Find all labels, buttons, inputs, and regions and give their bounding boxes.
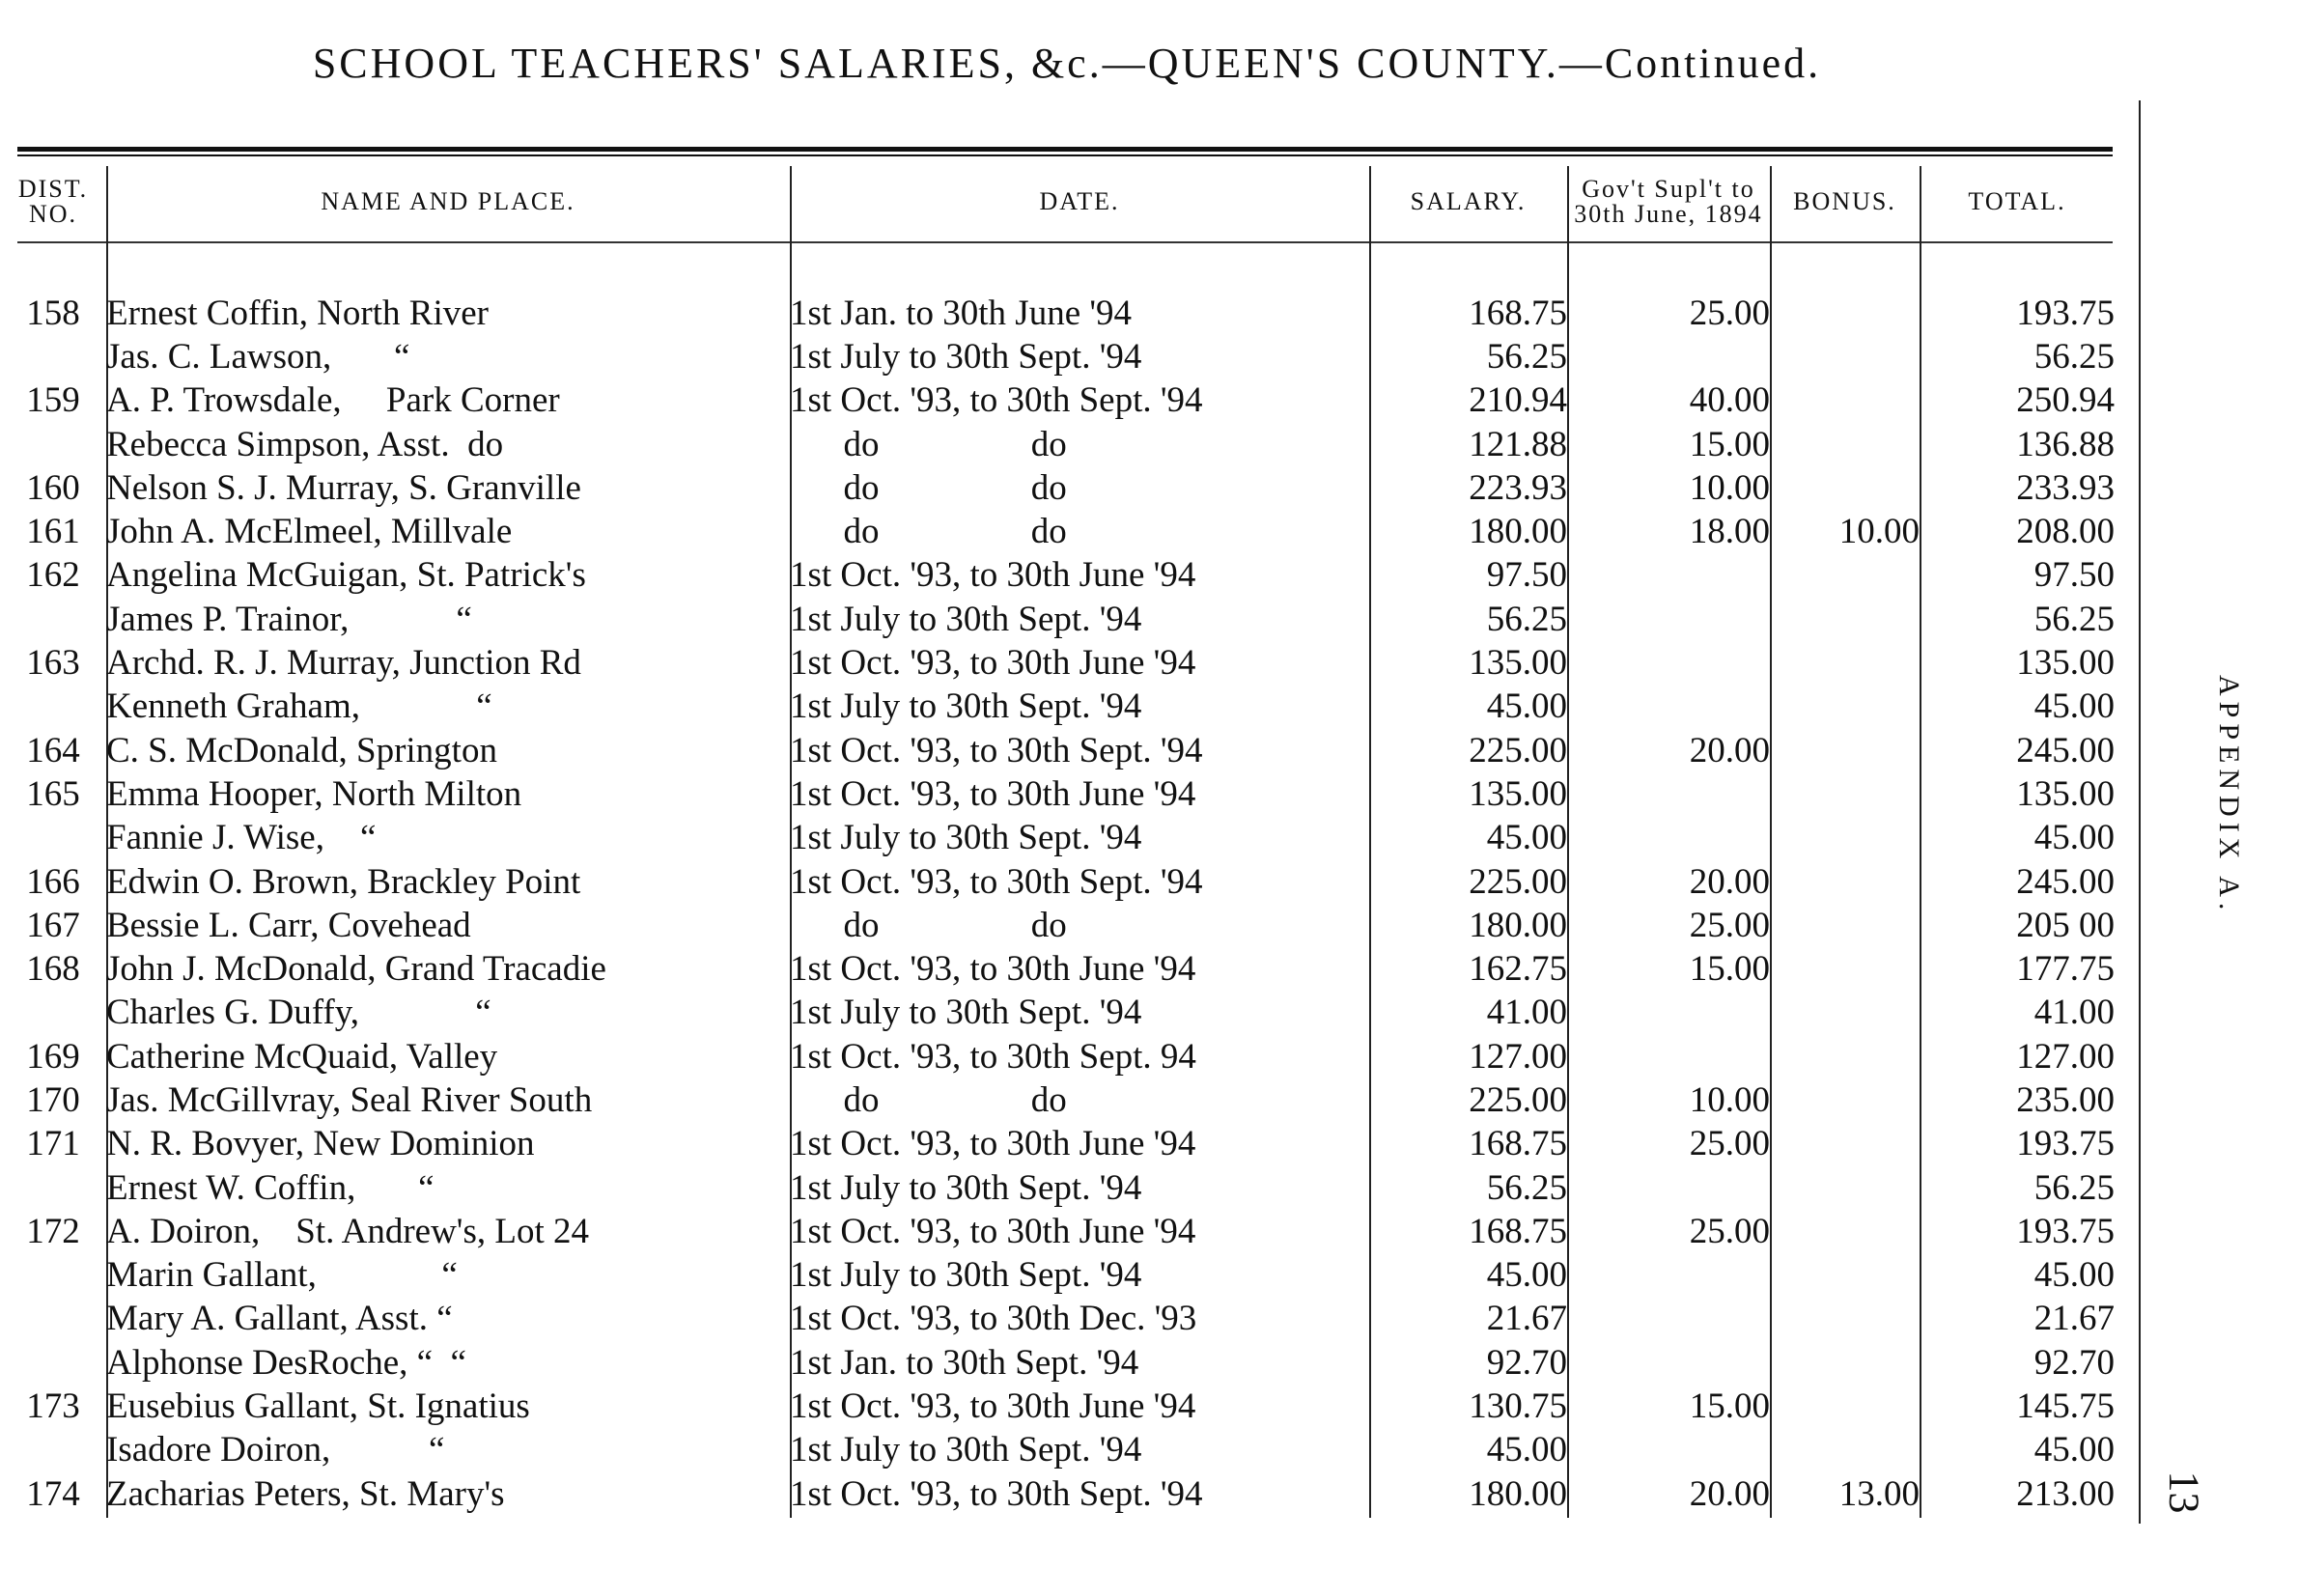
row-date: 1st July to 30th Sept. '94: [790, 686, 1142, 727]
row-name-place: Angelina McGuigan, St. Patrick's: [106, 555, 586, 596]
row-total: 41.00: [2033, 993, 2115, 1033]
row-dist-no: 170: [26, 1079, 80, 1120]
row-date: 1st Oct. '93, to 30th Sept. 94: [790, 1036, 1196, 1077]
table-row: [0, 466, 2115, 510]
row-bonus: [1770, 466, 1920, 510]
row-govt-supplement: [1567, 817, 1770, 860]
row-dist-no: 161: [26, 512, 80, 552]
row-dist-no: 162: [26, 555, 80, 596]
row-dist-no: 173: [26, 1386, 80, 1427]
table-row: [0, 423, 2115, 466]
table-row: [0, 1123, 2115, 1166]
row-date: 1st July to 30th Sept. '94: [790, 993, 1142, 1033]
table-row: [0, 1298, 2115, 1341]
row-total: 56.25: [2033, 1167, 2115, 1208]
row-dist-no: [0, 335, 106, 378]
table-row: [0, 641, 2115, 685]
row-bonus: [1770, 641, 1920, 685]
row-govt-supplement: [1567, 1254, 1770, 1298]
table-row: [0, 1472, 2115, 1516]
row-salary: 168.75: [1469, 293, 1567, 333]
table-row: [0, 992, 2115, 1035]
row-name-place: Catherine McQuaid, Valley: [106, 1036, 498, 1077]
table-row: [0, 554, 2115, 598]
table-row: [0, 1035, 2115, 1078]
row-date: do do: [790, 905, 1067, 945]
row-govt-supplement: [1567, 686, 1770, 729]
row-total: 213.00: [2016, 1473, 2115, 1514]
row-govt-supplement: 15.00: [1689, 424, 1770, 464]
row-govt-supplement: 15.00: [1689, 949, 1770, 990]
header-salary: SALARY.: [1410, 186, 1527, 215]
row-govt-supplement: 20.00: [1689, 1473, 1770, 1514]
row-govt-supplement: 25.00: [1689, 1211, 1770, 1251]
row-salary: 135.00: [1469, 643, 1567, 684]
row-salary: 41.00: [1486, 993, 1567, 1033]
row-bonus: [1770, 686, 1920, 729]
header-dist-no: DIST. NO.: [17, 174, 89, 228]
header-name-place: NAME AND PLACE.: [321, 186, 575, 215]
row-date: 1st Jan. to 30th Sept. '94: [790, 1342, 1139, 1383]
row-govt-supplement: [1567, 1298, 1770, 1341]
row-govt-supplement: 25.00: [1689, 293, 1770, 333]
row-govt-supplement: [1567, 1429, 1770, 1472]
table-row: [0, 292, 2115, 335]
row-name-place: John A. McElmeel, Millvale: [106, 512, 513, 552]
row-bonus: [1770, 423, 1920, 466]
row-govt-supplement: 40.00: [1689, 380, 1770, 421]
row-dist-no: 163: [26, 643, 80, 684]
row-name-place: Kenneth Graham, “: [106, 686, 492, 727]
row-salary: 56.25: [1486, 599, 1567, 639]
row-total: 127.00: [2016, 1036, 2115, 1077]
row-bonus: [1770, 1341, 1920, 1385]
row-name-place: Alphonse DesRoche, “ “: [106, 1342, 466, 1383]
row-salary: 21.67: [1486, 1299, 1567, 1339]
row-bonus: [1770, 554, 1920, 598]
row-total: 245.00: [2016, 730, 2115, 770]
table-row: [0, 860, 2115, 904]
row-name-place: A. Doiron, St. Andrew's, Lot 24: [106, 1211, 589, 1251]
row-govt-supplement: [1567, 772, 1770, 816]
row-date: 1st Oct. '93, to 30th June '94: [790, 949, 1196, 990]
row-bonus: [1770, 1429, 1920, 1472]
row-salary: 92.70: [1486, 1342, 1567, 1383]
table-row: [0, 686, 2115, 729]
table-row: [0, 947, 2115, 991]
row-dist-no: 158: [26, 293, 80, 333]
row-salary: 168.75: [1469, 1211, 1567, 1251]
row-total: 193.75: [2016, 1124, 2115, 1164]
row-total: 136.88: [2016, 424, 2115, 464]
table-row: [0, 817, 2115, 860]
row-name-place: Edwin O. Brown, Brackley Point: [106, 861, 581, 902]
row-salary: 130.75: [1469, 1386, 1567, 1427]
row-dist-no: 169: [26, 1036, 80, 1077]
row-govt-supplement: 10.00: [1689, 1079, 1770, 1120]
row-salary: 97.50: [1486, 555, 1567, 596]
row-dist-no: [0, 992, 106, 1035]
row-date: 1st Oct. '93, to 30th June '94: [790, 555, 1196, 596]
row-date: 1st July to 30th Sept. '94: [790, 336, 1142, 377]
row-total: 45.00: [2033, 686, 2115, 727]
row-total: 135.00: [2016, 643, 2115, 684]
row-bonus: [1770, 1254, 1920, 1298]
row-date: 1st Oct. '93, to 30th Sept. '94: [790, 730, 1203, 770]
row-name-place: Mary A. Gallant, Asst. “: [106, 1299, 453, 1339]
row-date: do do: [790, 1079, 1067, 1120]
row-name-place: Zacharias Peters, St. Mary's: [106, 1473, 505, 1514]
page-right-rule: [2139, 100, 2141, 1524]
row-dist-no: 172: [26, 1211, 80, 1251]
row-bonus: [1770, 292, 1920, 335]
spacer-row: [0, 243, 2115, 292]
row-dist-no: 165: [26, 773, 80, 814]
header-bonus: BONUS.: [1793, 186, 1896, 215]
row-bonus: [1770, 817, 1920, 860]
page-title: SCHOOL TEACHERS' SALARIES, &c.—QUEEN'S COUNTY.—Continued.: [312, 40, 1822, 87]
table-row: [0, 510, 2115, 553]
row-dist-no: [0, 1429, 106, 1472]
row-salary: 45.00: [1486, 818, 1567, 858]
row-bonus: [1770, 1035, 1920, 1078]
row-date: 1st Oct. '93, to 30th Sept. '94: [790, 1473, 1203, 1514]
row-bonus: 10.00: [1838, 512, 1920, 552]
row-date: 1st Oct. '93, to 30th June '94: [790, 1386, 1196, 1427]
row-dist-no: [0, 686, 106, 729]
row-total: 45.00: [2033, 1430, 2115, 1470]
row-name-place: Eusebius Gallant, St. Ignatius: [106, 1386, 530, 1427]
row-total: 45.00: [2033, 1255, 2115, 1296]
row-name-place: Ernest Coffin, North River: [106, 293, 489, 333]
row-salary: 180.00: [1469, 1473, 1567, 1514]
row-govt-supplement: [1567, 992, 1770, 1035]
row-govt-supplement: 20.00: [1689, 861, 1770, 902]
row-name-place: Bessie L. Carr, Covehead: [106, 905, 471, 945]
header-date: DATE.: [1039, 186, 1120, 215]
row-govt-supplement: 20.00: [1689, 730, 1770, 770]
row-date: 1st Oct. '93, to 30th June '94: [790, 773, 1196, 814]
row-dist-no: [0, 1166, 106, 1210]
row-total: 135.00: [2016, 773, 2115, 814]
row-total: 235.00: [2016, 1079, 2115, 1120]
row-total: 193.75: [2016, 1211, 2115, 1251]
row-bonus: [1770, 729, 1920, 772]
row-bonus: [1770, 1078, 1920, 1122]
row-salary: 45.00: [1486, 1430, 1567, 1470]
row-bonus: [1770, 947, 1920, 991]
row-date: 1st Oct. '93, to 30th Dec. '93: [790, 1299, 1197, 1339]
row-date: 1st Oct. '93, to 30th Sept. '94: [790, 861, 1203, 902]
row-name-place: Fannie J. Wise, “: [106, 818, 377, 858]
row-total: 97.50: [2033, 555, 2115, 596]
row-salary: 45.00: [1486, 686, 1567, 727]
row-name-place: Jas. C. Lawson, “: [106, 336, 410, 377]
row-dist-no: 168: [26, 949, 80, 990]
row-total: 45.00: [2033, 818, 2115, 858]
header-rule-thick: [17, 147, 2113, 152]
row-name-place: Archd. R. J. Murray, Junction Rd: [106, 643, 581, 684]
row-salary: 225.00: [1469, 1079, 1567, 1120]
table-row: [0, 729, 2115, 772]
table-row: [0, 904, 2115, 947]
row-salary: 135.00: [1469, 773, 1567, 814]
row-date: 1st Oct. '93, to 30th June '94: [790, 1211, 1196, 1251]
row-govt-supplement: 15.00: [1689, 1386, 1770, 1427]
row-bonus: 13.00: [1838, 1473, 1920, 1514]
row-total: 56.25: [2033, 336, 2115, 377]
row-dist-no: [0, 1254, 106, 1298]
row-govt-supplement: [1567, 335, 1770, 378]
row-govt-supplement: [1567, 1035, 1770, 1078]
row-total: 177.75: [2016, 949, 2115, 990]
salary-table: [0, 159, 2115, 1516]
row-bonus: [1770, 772, 1920, 816]
header-govt-supplement: Gov't Supl't to 30th June, 1894: [1574, 174, 1763, 228]
row-salary: 168.75: [1469, 1124, 1567, 1164]
table-row: [0, 1254, 2115, 1298]
row-bonus: [1770, 1123, 1920, 1166]
row-govt-supplement: [1567, 554, 1770, 598]
row-govt-supplement: [1567, 641, 1770, 685]
row-govt-supplement: 25.00: [1689, 1124, 1770, 1164]
row-dist-no: [0, 1298, 106, 1341]
row-date: 1st July to 30th Sept. '94: [790, 1255, 1142, 1296]
row-name-place: N. R. Bovyer, New Dominion: [106, 1124, 535, 1164]
row-govt-supplement: 25.00: [1689, 905, 1770, 945]
row-bonus: [1770, 1385, 1920, 1428]
row-dist-no: [0, 817, 106, 860]
row-dist-no: 166: [26, 861, 80, 902]
row-dist-no: 171: [26, 1124, 80, 1164]
row-date: 1st Oct. '93, to 30th Sept. '94: [790, 380, 1203, 421]
row-dist-no: [0, 1341, 106, 1385]
row-total: 245.00: [2016, 861, 2115, 902]
row-total: 56.25: [2033, 599, 2115, 639]
row-bonus: [1770, 904, 1920, 947]
row-date: 1st July to 30th Sept. '94: [790, 599, 1142, 639]
row-date: 1st July to 30th Sept. '94: [790, 1167, 1142, 1208]
row-dist-no: 174: [26, 1473, 80, 1514]
row-salary: 56.25: [1486, 336, 1567, 377]
table-row: [0, 1210, 2115, 1253]
row-name-place: Marin Gallant, “: [106, 1255, 458, 1296]
row-dist-no: [0, 423, 106, 466]
header-total: TOTAL.: [1968, 186, 2066, 215]
table-row: [0, 1385, 2115, 1428]
row-salary: 127.00: [1469, 1036, 1567, 1077]
row-bonus: [1770, 1166, 1920, 1210]
table-row: [0, 1429, 2115, 1472]
row-bonus: [1770, 1298, 1920, 1341]
row-bonus: [1770, 992, 1920, 1035]
table-row: [0, 1341, 2115, 1385]
table-row: [0, 598, 2115, 641]
row-bonus: [1770, 335, 1920, 378]
row-salary: 210.94: [1469, 380, 1567, 421]
row-name-place: Ernest W. Coffin, “: [106, 1167, 435, 1208]
row-salary: 121.88: [1469, 424, 1567, 464]
table-row: [0, 1078, 2115, 1122]
row-name-place: Isadore Doiron, “: [106, 1430, 445, 1470]
row-name-place: Charles G. Duffy, “: [106, 993, 491, 1033]
row-govt-supplement: [1567, 1341, 1770, 1385]
row-dist-no: 160: [26, 467, 80, 508]
row-salary: 162.75: [1469, 949, 1567, 990]
row-total: 193.75: [2016, 293, 2115, 333]
row-total: 208.00: [2016, 512, 2115, 552]
row-name-place: Rebecca Simpson, Asst. do: [106, 424, 504, 464]
row-name-place: A. P. Trowsdale, Park Corner: [106, 380, 560, 421]
row-total: 145.75: [2016, 1386, 2115, 1427]
row-bonus: [1770, 860, 1920, 904]
header-row: [0, 159, 2115, 243]
row-salary: 223.93: [1469, 467, 1567, 508]
row-name-place: John J. McDonald, Grand Tracadie: [106, 949, 606, 990]
row-name-place: Nelson S. J. Murray, S. Granville: [106, 467, 581, 508]
row-bonus: [1770, 598, 1920, 641]
row-salary: 180.00: [1469, 512, 1567, 552]
row-dist-no: 167: [26, 905, 80, 945]
row-salary: 56.25: [1486, 1167, 1567, 1208]
row-name-place: James P. Trainor, “: [106, 599, 472, 639]
page-number: 13: [2160, 1470, 2208, 1514]
row-total: 205 00: [2016, 905, 2115, 945]
row-date: do do: [790, 467, 1067, 508]
row-total: 21.67: [2033, 1299, 2115, 1339]
row-date: 1st July to 30th Sept. '94: [790, 818, 1142, 858]
row-salary: 180.00: [1469, 905, 1567, 945]
row-bonus: [1770, 1210, 1920, 1253]
table-row: [0, 379, 2115, 423]
row-date: 1st Jan. to 30th June '94: [790, 293, 1133, 333]
row-name-place: C. S. McDonald, Springton: [106, 730, 497, 770]
table-row: [0, 335, 2115, 378]
table-row: [0, 772, 2115, 816]
row-date: do do: [790, 424, 1067, 464]
appendix-label: APPENDIX A.: [2213, 675, 2245, 916]
row-total: 233.93: [2016, 467, 2115, 508]
row-govt-supplement: 18.00: [1689, 512, 1770, 552]
row-salary: 225.00: [1469, 861, 1567, 902]
row-govt-supplement: [1567, 1166, 1770, 1210]
row-dist-no: 159: [26, 380, 80, 421]
row-date: 1st July to 30th Sept. '94: [790, 1430, 1142, 1470]
row-total: 250.94: [2016, 380, 2115, 421]
row-salary: 225.00: [1469, 730, 1567, 770]
row-dist-no: [0, 598, 106, 641]
row-date: 1st Oct. '93, to 30th June '94: [790, 1124, 1196, 1164]
row-govt-supplement: [1567, 598, 1770, 641]
row-name-place: Emma Hooper, North Milton: [106, 773, 522, 814]
row-bonus: [1770, 379, 1920, 423]
table-row: [0, 1166, 2115, 1210]
row-date: do do: [790, 512, 1067, 552]
row-dist-no: 164: [26, 730, 80, 770]
row-total: 92.70: [2033, 1342, 2115, 1383]
row-name-place: Jas. McGillvray, Seal River South: [106, 1079, 593, 1120]
row-salary: 45.00: [1486, 1255, 1567, 1296]
row-govt-supplement: 10.00: [1689, 467, 1770, 508]
row-date: 1st Oct. '93, to 30th June '94: [790, 643, 1196, 684]
header-rule-thin: [17, 154, 2113, 156]
